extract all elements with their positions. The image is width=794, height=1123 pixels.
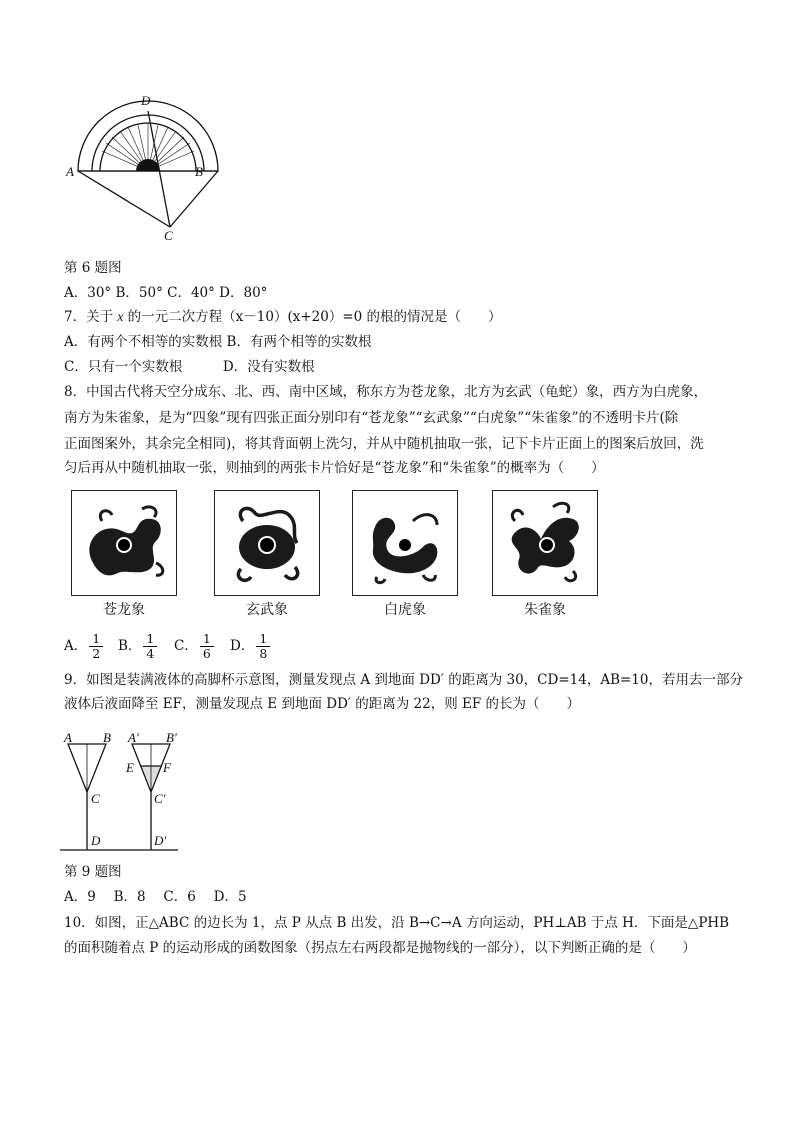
- frac-den: 8: [259, 646, 268, 661]
- figure-9-caption: 第 9 题图: [64, 864, 122, 880]
- bird-icon: [493, 491, 597, 595]
- frac-num: 1: [89, 632, 103, 647]
- card-canglong: [71, 490, 177, 596]
- frac-num: 1: [256, 632, 270, 647]
- label-b-prime: B′: [166, 730, 177, 745]
- card-caption-canglong: 苍龙象: [103, 602, 145, 618]
- card-baihu: [352, 490, 458, 596]
- q6-options: A．30° B．50° C．40° D．80°: [64, 285, 268, 301]
- q10-line-1: 10．如图，正△ABC 的边长为 1，点 P 从点 B 出发，沿 B→C→A 方向运动，PH⊥AB 于点 H．下面是△PHB: [64, 915, 730, 931]
- card-xuanwu: [214, 490, 320, 596]
- option-letter: B．: [118, 638, 142, 654]
- figure-9: [60, 730, 190, 858]
- label-c: C: [91, 791, 100, 806]
- label-e: E: [126, 760, 134, 775]
- label-a-prime: A′: [128, 730, 139, 745]
- frac-den: 2: [92, 646, 101, 661]
- q9-options: A．9 B．8 C．6 D．5: [64, 889, 247, 905]
- label-d-prime: D′: [154, 833, 167, 848]
- q7-stem-var: x: [117, 309, 124, 324]
- segment-ac: [78, 171, 170, 227]
- q8-line-3: 正面图案外，其余完全相同)，将其背面朝上洗匀，并从中随机抽取一张，记下卡片正面上的图案后放回，洗: [64, 436, 704, 452]
- label-c-prime: C′: [154, 791, 166, 806]
- label-c: C: [164, 228, 173, 243]
- card-caption-zhuque: 朱雀象: [524, 602, 566, 618]
- label-b: B: [103, 730, 111, 745]
- frac-num: 1: [143, 632, 157, 647]
- q8-line-2: 南方为朱雀象，是为“四象”现有四张正面分别印有“苍龙象”“玄武象”“白虎象”“朱雀象”的不透明卡片(除: [64, 410, 679, 426]
- label-b: B: [195, 164, 203, 179]
- label-a: A: [64, 730, 72, 745]
- q10-line-2: 的面积随着点 P 的运动形成的函数图象（拐点左右两段都是抛物线的一部分），以下判断正确的是（ ）: [64, 940, 696, 956]
- turtle-snake-icon: [215, 491, 319, 595]
- q7-stem: [64, 307, 502, 327]
- frac-den: 6: [202, 646, 211, 661]
- q8-option-c: [174, 626, 216, 666]
- label-d: D: [91, 833, 101, 848]
- q8-option-a: [64, 626, 105, 666]
- q7-options-cd: C．只有一个实数根 D．没有实数根: [64, 359, 315, 375]
- q8-line-4: 匀后再从中随机抽取一张，则抽到的两张卡片恰好是“苍龙象”和“朱雀象”的概率为（ ）: [64, 460, 605, 476]
- option-letter: C．: [174, 638, 198, 654]
- option-letter: D．: [230, 638, 255, 654]
- tiger-icon: [353, 491, 457, 595]
- q8-line-1: 8．中国古代将天空分成东、北、西、南中区域，称东方为苍龙象，北方为玄武（龟蛇）象，西方为白虎象，: [64, 384, 708, 400]
- q7-stem-prefix: 7．关于: [64, 309, 118, 325]
- q7-stem-suffix: 的一元二次方程（x－10）(x+20）=0 的根的情况是（ ）: [123, 309, 502, 325]
- dragon-icon: [72, 491, 176, 595]
- q9-line-2: 液体后液面降至 EF，测量发现点 E 到地面 DD′ 的距离为 22，则 EF 的长为（ ）: [64, 696, 581, 712]
- q9-line-1: 9．如图是装满液体的高脚杯示意图，测量发现点 A 到地面 DD′ 的距离为 30，CD=14，AB=10，若用去一部分: [64, 672, 743, 688]
- segment-bc: [170, 171, 218, 227]
- option-letter: A．: [64, 638, 88, 654]
- q8-option-d: [230, 626, 272, 666]
- card-caption-xuanwu: 玄武象: [246, 602, 288, 618]
- label-a: A: [66, 164, 74, 179]
- frac-num: 1: [200, 632, 214, 647]
- label-f: F: [163, 760, 171, 775]
- q7-options-ab: A．有两个不相等的实数根 B．有两个相等的实数根: [64, 334, 372, 350]
- label-d: D: [141, 93, 151, 108]
- figure-6-caption: 第 6 题图: [64, 260, 122, 276]
- frac-den: 4: [146, 646, 155, 661]
- card-caption-baihu: 白虎象: [384, 602, 426, 618]
- card-zhuque: [492, 490, 598, 596]
- q8-option-b: [118, 626, 159, 666]
